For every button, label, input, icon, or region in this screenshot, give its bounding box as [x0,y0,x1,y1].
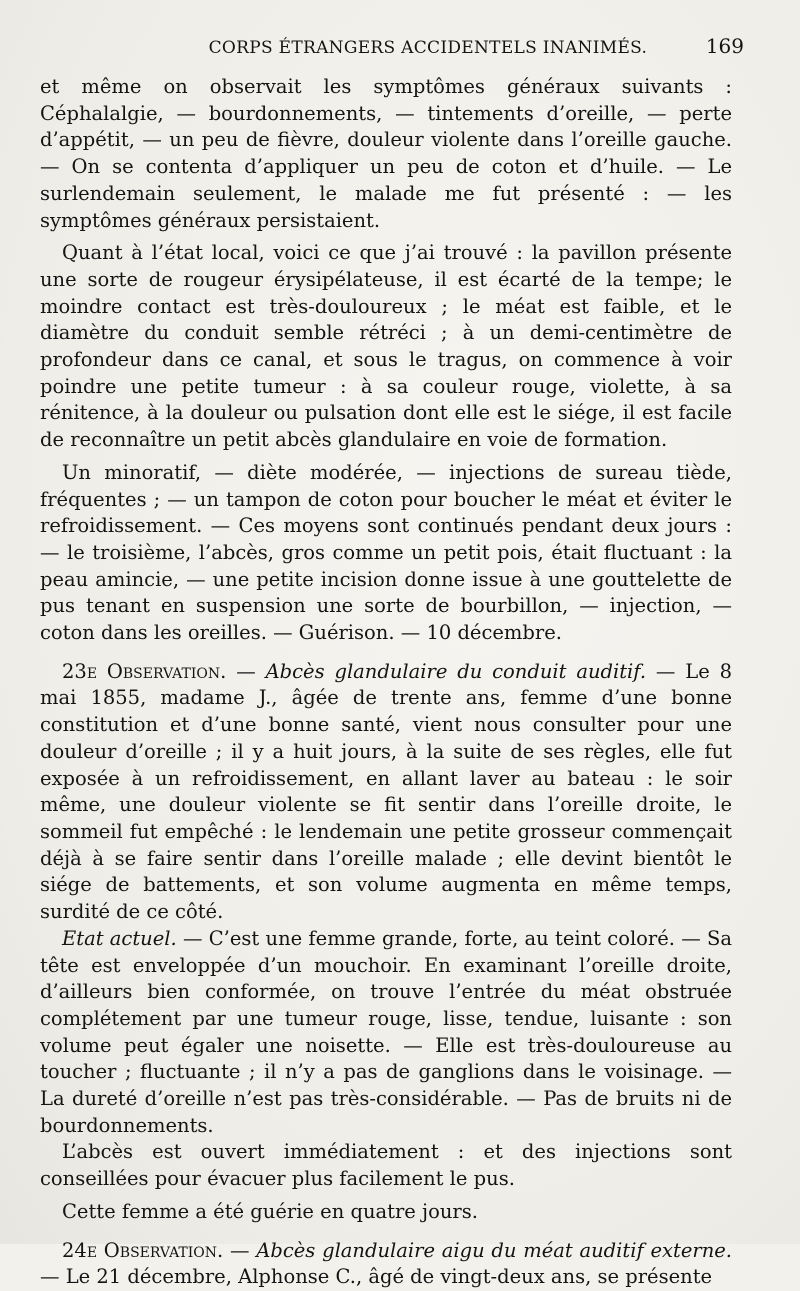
paragraph-local-state: Quant à l’état local, voici ce que j’ai trouvé : la pavillon présente une sorte de rougeur érysipélateuse, il est écarté de la tempe; le moindre contact est très-douloureux ; le méat est faible, et le diamètre du conduit semble rétréci ; à un demi-centimètre de profondeur dans ce canal, et sous le tragus, on commence à voir poindre une petite tumeur : à sa couleur rouge, violette, à sa rénitence, à la douleur ou pulsation dont elle est le siége, il est facile de reconnaître un petit abcès glandulaire en voie de formation. [40,241,732,452]
observation-24-title: Abcès glandulaire aigu du méat auditif externe. [256,1238,732,1262]
observation-24: 24e Observation. — Abcès glandulaire aigu du méat auditif externe. — Le 21 décembre, Alphonse C., âgé de vingt-deux ans, se présente [40,1238,732,1289]
observation-24-label: 24e Observation. [62,1238,224,1262]
paragraph-current-state [40,926,732,1140]
observation-23: 23e Observation. — Abcès glandulaire du conduit auditif. — Le 8 mai 1855, madame J., âgée de trente ans, femme d’une bonne constitution et d’une bonne santé, vient nous consulter pour une douleur d’oreille ; il y a huit jours, à la suite de ses règles, elle fut exposée à un refroidissement, en allant laver au bateau : le soir même, une douleur violente se fit sentir dans l’oreille droite, le sommeil fut empêché : le lendemain une petite grosseur commençait déjà à se faire sentir dans l’oreille malade ; elle devint bientôt le siége de battements, et son volume augmenta en même temps, surdité de ce côté. [40,659,733,924]
current-state-label: Etat actuel. [62,926,177,950]
observation-23-label: 23e Observation. [62,659,227,683]
observation-24-text: — Le 21 décembre, Alphonse C., âgé de vingt-deux ans, se présente [40,1265,713,1289]
current-state-text: — C’est une femme grande, forte, au teint coloré. — Sa tête est enveloppée d’un mouchoir. En examinant l’oreille droite, d’ailleurs bien conformée, on trouve l’entrée du méat obstruée complétement par une tumeur rouge, lisse, tendue, luisante : son volume peut égaler une noisette. — Elle est très-douloureuse au toucher ; fluctuante ; il n’y a pas de ganglions dans le voisinage. — La dureté d’oreille n’est pas très-considérable. — Pas de bruits ni de bourdonnements. [40,926,732,1137]
paragraph-healed: Cette femme a été guérie en quatre jours. [62,1199,478,1223]
page-header [40,34,744,64]
observation-23-text: — Le 8 mai 1855, madame J., âgée de trente ans, femme d’une bonne constitution et d’une bonne santé, vient nous consulter pour une douleur d’oreille ; il y a huit jours, à la suite de ses règles, elle fut exposée à un refroidissement, en allant laver au bateau : le soir même, une douleur violente se fit sentir dans l’oreille droite, le sommeil fut empêché : le lendemain une petite grosseur commençait déjà à se faire sentir dans l’oreille malade ; elle devint bientôt le siége de battements, et son volume augmenta en même temps, surdité de ce côté. [40,659,733,924]
paragraph-treatment: Un minoratif, — diète modérée, — injections de sureau tiède, fréquentes ; — un tampon de coton pour boucher le méat et éviter le refroidissement. — Ces moyens sont continués pendant deux jours : — le troisième, l’abcès, gros comme un petit pois, était fluctuant : la peau amincie, — une petite incision donne issue à une gouttelette de pus tenant en suspension une sorte de bourbillon, — injection, — coton dans les oreilles. — Guérison. — 10 décembre. [40,460,732,645]
page-number: 169 [705,34,744,58]
body-text [40,74,732,1291]
observation-23-title: Abcès glandulaire du conduit auditif. [265,659,647,683]
paragraph-abscess-opened: L’abcès est ouvert immédiatement : et des injections sont conseillées pour évacuer plus facilement le pus. [40,1140,732,1191]
paragraph-continuation: et même on observait les symptômes généraux suivants : Céphalalgie, — bourdonnements, — tintements d’oreille, — perte d’appétit, — un peu de fièvre, douleur violente dans l’oreille gauche. — On se contenta d’appliquer un peu de coton et d’huile. — Le surlendemain seulement, le malade me fut présenté : — les symptômes généraux persistaient. [40,75,732,232]
running-title: CORPS ÉTRANGERS ACCIDENTELS INANIMÉS. [208,38,648,58]
